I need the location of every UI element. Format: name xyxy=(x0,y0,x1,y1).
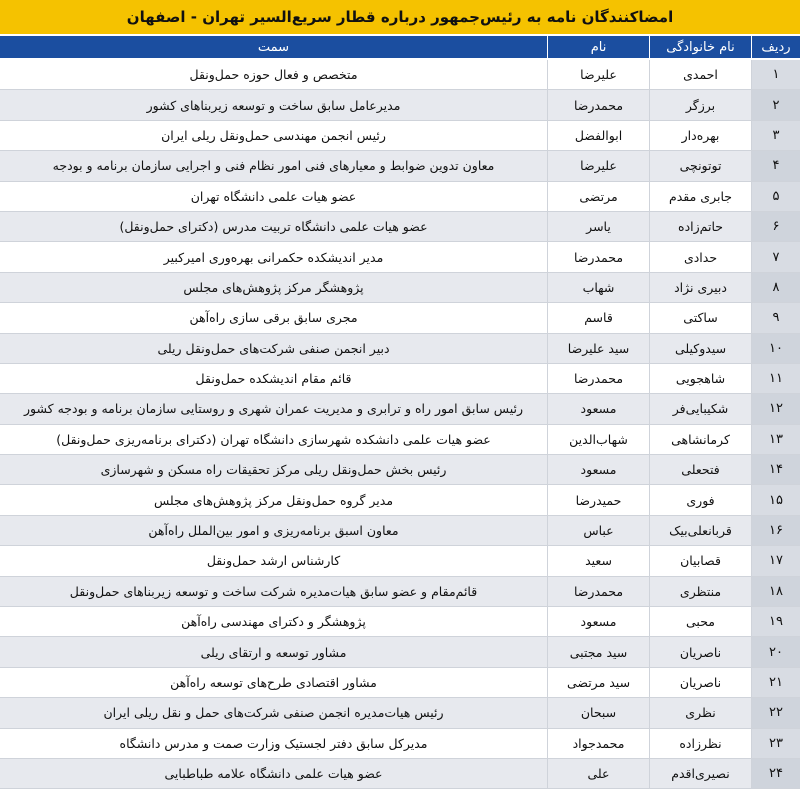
index-cell: ۱۵ xyxy=(752,485,800,514)
table-row xyxy=(0,698,800,728)
position-cell: معاون تدوین ضوابط و معیارهای فنی امور نظام فنی و اجرایی سازمان برنامه و بودجه xyxy=(0,151,548,180)
index-cell: ۲۴ xyxy=(752,759,800,788)
last-name-cell: نصیری‌اقدم xyxy=(650,759,752,788)
last-name-cell: توتونچی xyxy=(650,151,752,180)
table-row xyxy=(0,212,800,242)
index-cell: ۲۲ xyxy=(752,698,800,727)
index-cell: ۲۰ xyxy=(752,637,800,666)
table-body xyxy=(0,60,800,789)
first-name-cell: سید مرتضی xyxy=(548,668,650,697)
index-cell: ۲۳ xyxy=(752,729,800,758)
header-first-name: نام xyxy=(548,36,650,58)
first-name-cell: علیرضا xyxy=(548,60,650,89)
index-cell: ۱۲ xyxy=(752,394,800,423)
table-row xyxy=(0,668,800,698)
position-cell: عضو هیات علمی دانشگاه تربیت مدرس (دکترای حمل‌ونقل) xyxy=(0,212,548,241)
first-name-cell: مسعود xyxy=(548,607,650,636)
first-name-cell: محمدرضا xyxy=(548,577,650,606)
position-cell: معاون اسبق برنامه‌ریزی و امور بین‌الملل راه‌آهن xyxy=(0,516,548,545)
last-name-cell: کرمانشاهی xyxy=(650,425,752,454)
position-cell: مدیر اندیشکده حکمرانی بهره‌وری امیرکبیر xyxy=(0,242,548,271)
first-name-cell: مسعود xyxy=(548,455,650,484)
position-cell: پژوهشگر مرکز پژوهش‌های مجلس xyxy=(0,273,548,302)
first-name-cell: علیرضا xyxy=(548,151,650,180)
table-row xyxy=(0,394,800,424)
table-row xyxy=(0,637,800,667)
first-name-cell: مسعود xyxy=(548,394,650,423)
position-cell: عضو هیات علمی دانشگاه علامه طباطبایی xyxy=(0,759,548,788)
table-row xyxy=(0,759,800,789)
position-cell: رئیس سابق امور راه و ترابری و مدیریت عمران شهری و روستایی سازمان برنامه و بودجه کشور xyxy=(0,394,548,423)
position-cell: رئیس انجمن مهندسی حمل‌ونقل ریلی ایران xyxy=(0,121,548,150)
first-name-cell: علی xyxy=(548,759,650,788)
table-row xyxy=(0,182,800,212)
position-cell: مشاور اقتصادی طرح‌های توسعه راه‌آهن xyxy=(0,668,548,697)
last-name-cell: سیدوکیلی xyxy=(650,334,752,363)
table-row xyxy=(0,577,800,607)
position-cell: قائم مقام اندیشکده حمل‌ونقل xyxy=(0,364,548,393)
first-name-cell: قاسم xyxy=(548,303,650,332)
table-row xyxy=(0,334,800,364)
first-name-cell: مرتضی xyxy=(548,182,650,211)
first-name-cell: عباس xyxy=(548,516,650,545)
last-name-cell: ساکتی xyxy=(650,303,752,332)
index-cell: ۸ xyxy=(752,273,800,302)
last-name-cell: فوری xyxy=(650,485,752,514)
first-name-cell: محمدرضا xyxy=(548,242,650,271)
first-name-cell: شهاب‌الدین xyxy=(548,425,650,454)
index-cell: ۱۳ xyxy=(752,425,800,454)
header-index: ردیف xyxy=(761,39,791,55)
table-row xyxy=(0,729,800,759)
first-name-cell: ابوالفضل xyxy=(548,121,650,150)
last-name-cell: محبی xyxy=(650,607,752,636)
first-name-cell: سبحان xyxy=(548,698,650,727)
last-name-cell: ناصریان xyxy=(650,668,752,697)
last-name-cell: قربانعلی‌بیک xyxy=(650,516,752,545)
table-row xyxy=(0,121,800,151)
index-cell: ۲ xyxy=(752,90,800,119)
last-name-cell: جابری مقدم xyxy=(650,182,752,211)
signatories-table xyxy=(0,36,800,789)
index-cell: ۱۴ xyxy=(752,455,800,484)
position-cell: پژوهشگر و دکترای مهندسی راه‌آهن xyxy=(0,607,548,636)
table-row xyxy=(0,546,800,576)
first-name-cell: سعید xyxy=(548,546,650,575)
position-cell: مدیرعامل سابق ساخت و توسعه زیربناهای کشور xyxy=(0,90,548,119)
table-row xyxy=(0,303,800,333)
last-name-cell: حدادی xyxy=(650,242,752,271)
position-cell: مجری سابق برقی سازی راه‌آهن xyxy=(0,303,548,332)
first-name-cell: سید مجتبی xyxy=(548,637,650,666)
index-cell: ۱۸ xyxy=(752,577,800,606)
first-name-cell: یاسر xyxy=(548,212,650,241)
table-row xyxy=(0,151,800,181)
last-name-cell: دبیری نژاد xyxy=(650,273,752,302)
index-cell: ۵ xyxy=(752,182,800,211)
table-row xyxy=(0,607,800,637)
first-name-cell: حمیدرضا xyxy=(548,485,650,514)
last-name-cell: نظری xyxy=(650,698,752,727)
position-cell: رئیس هیات‌مدیره انجمن صنفی شرکت‌های حمل و نقل ریلی ایران xyxy=(0,698,548,727)
table-row xyxy=(0,273,800,303)
table-header-row xyxy=(0,36,800,60)
index-cell: ۹ xyxy=(752,303,800,332)
position-cell: مدیر گروه حمل‌ونقل مرکز پژوهش‌های مجلس xyxy=(0,485,548,514)
last-name-cell: بهره‌دار xyxy=(650,121,752,150)
last-name-cell: برزگر xyxy=(650,90,752,119)
position-cell: مدیرکل سابق دفتر لجستیک وزارت صمت و مدرس دانشگاه xyxy=(0,729,548,758)
last-name-cell: نظرزاده xyxy=(650,729,752,758)
table-row xyxy=(0,516,800,546)
first-name-cell: شهاب xyxy=(548,273,650,302)
table-title-bar xyxy=(0,0,800,34)
table-row xyxy=(0,364,800,394)
last-name-cell: ناصریان xyxy=(650,637,752,666)
position-cell: دبیر انجمن صنفی شرکت‌های حمل‌ونقل ریلی xyxy=(0,334,548,363)
last-name-cell: منتظری xyxy=(650,577,752,606)
index-cell: ۲۱ xyxy=(752,668,800,697)
last-name-cell: شاهجویی xyxy=(650,364,752,393)
position-cell: عضو هیات علمی دانشگاه تهران xyxy=(0,182,548,211)
table-row xyxy=(0,455,800,485)
first-name-cell: محمدجواد xyxy=(548,729,650,758)
index-cell: ۷ xyxy=(752,242,800,271)
index-cell: ۱۱ xyxy=(752,364,800,393)
index-cell: ۱۷ xyxy=(752,546,800,575)
position-cell: قائم‌مقام و عضو سابق هیات‌مدیره شرکت ساخت و توسعه زیربناهای حمل‌ونقل xyxy=(0,577,548,606)
last-name-cell: حاتم‌زاده xyxy=(650,212,752,241)
index-cell: ۶ xyxy=(752,212,800,241)
table-row xyxy=(0,485,800,515)
position-cell: رئیس بخش حمل‌ونقل ریلی مرکز تحقیقات راه مسکن و شهرسازی xyxy=(0,455,548,484)
first-name-cell: محمدرضا xyxy=(548,364,650,393)
table-row xyxy=(0,242,800,272)
last-name-cell: فتحعلی xyxy=(650,455,752,484)
index-cell: ۴ xyxy=(752,151,800,180)
first-name-cell: محمدرضا xyxy=(548,90,650,119)
table-title: امضاکنندگان نامه به رئیس‌جمهور درباره قطار سریع‌السیر تهران - اصفهان xyxy=(126,8,674,26)
index-cell: ۳ xyxy=(752,121,800,150)
header-position: سمت xyxy=(0,36,548,58)
index-cell: ۱۹ xyxy=(752,607,800,636)
index-cell: ۱۰ xyxy=(752,334,800,363)
header-last-name: نام خانوادگی xyxy=(650,36,752,58)
first-name-cell: سید علیرضا xyxy=(548,334,650,363)
table-row xyxy=(0,425,800,455)
index-cell: ۱ xyxy=(752,60,800,89)
last-name-cell: شکیبایی‌فر xyxy=(650,394,752,423)
position-cell: عضو هیات علمی دانشکده شهرسازی دانشگاه تهران (دکترای برنامه‌ریزی حمل‌ونقل) xyxy=(0,425,548,454)
position-cell: مشاور توسعه و ارتقای ریلی xyxy=(0,637,548,666)
last-name-cell: احمدی xyxy=(650,60,752,89)
position-cell: کارشناس ارشد حمل‌ونقل xyxy=(0,546,548,575)
position-cell: متخصص و فعال حوزه حمل‌ونقل xyxy=(0,60,548,89)
last-name-cell: قصابیان xyxy=(650,546,752,575)
table-row xyxy=(0,60,800,90)
table-row xyxy=(0,90,800,120)
index-cell: ۱۶ xyxy=(752,516,800,545)
